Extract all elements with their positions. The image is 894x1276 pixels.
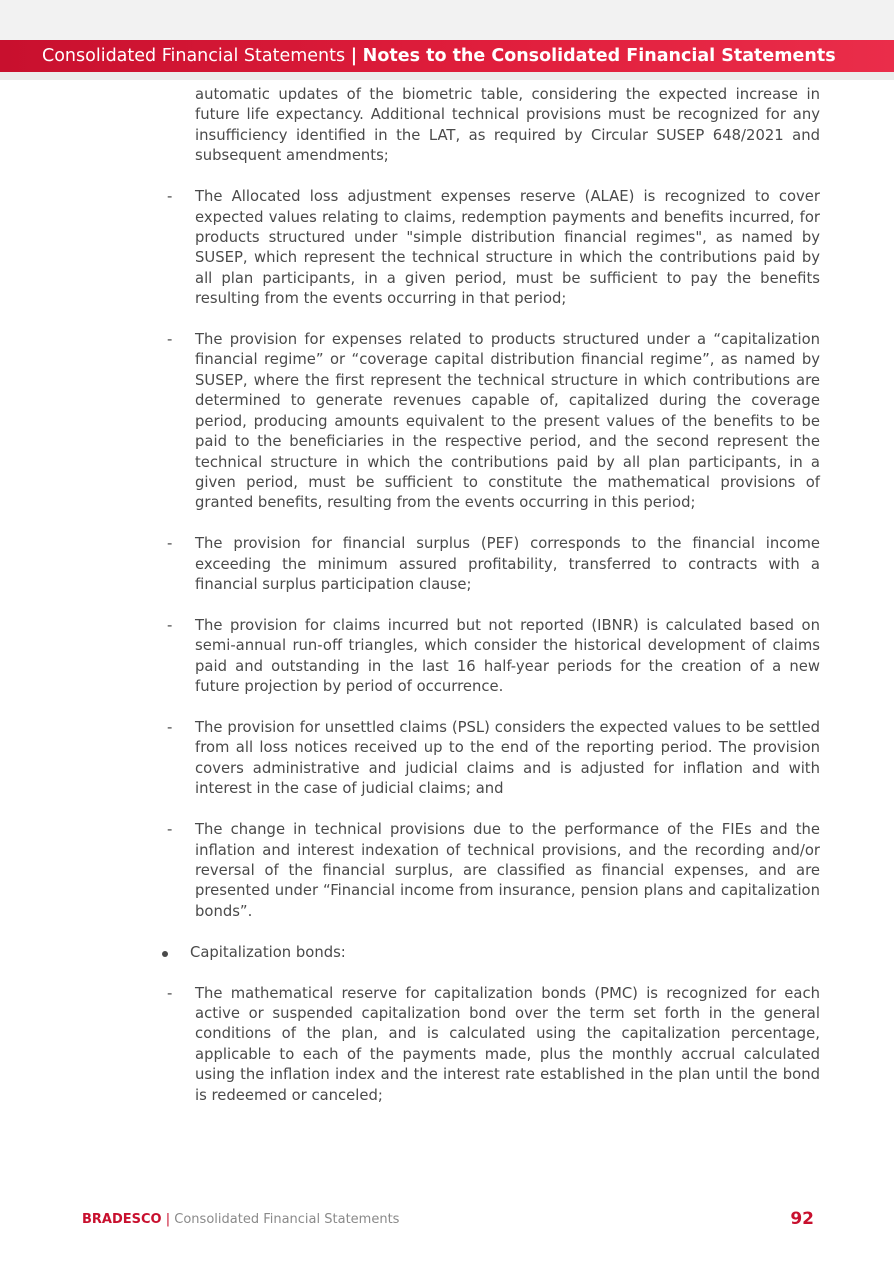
list-item	[160, 820, 820, 922]
list-item	[160, 718, 820, 800]
bullet-heading	[160, 943, 820, 963]
list-item-text: The provision for expenses related to products structured under a “capitalization financial regime” or “coverage capital distribution financial regime”, as named by SUSEP, where the first represent the technical structure in which contributions are determined to generate revenues capable of, capitalized during the coverage period, producing amounts equivalent to the present values of the benefits to be paid to the beneficiaries in the respective period, and the second represent the technical structure in which the contributions paid by all plan participants, in a given period, must be sufficient to constitute the mathematical provisions of granted benefits, resulting from the events occurring in this period;	[195, 331, 820, 512]
dash-marker: -	[167, 188, 173, 206]
header-section: Consolidated Financial Statements	[42, 46, 346, 66]
body-text	[160, 85, 820, 1106]
dash-marker: -	[167, 331, 173, 349]
bullet-dot-icon	[162, 951, 168, 957]
list-item-text: The Allocated loss adjustment expenses reserve (ALAE) is recognized to cover expected values relating to claims, redemption payments and benefits incurred, for products structured under "simple distribution financial regimes", as named by SUSEP, which represent the technical structure in which the contributions paid by all plan participants, in a given period, must be sufficient to pay the benefits resulting from the events occurring in that period;	[195, 188, 820, 308]
top-margin	[0, 0, 894, 40]
dash-marker: -	[167, 719, 173, 737]
page-number: 92	[790, 1209, 814, 1229]
bullet-heading-text: Capitalization bonds:	[190, 943, 346, 961]
list-item	[160, 616, 820, 698]
intro-continuation: automatic updates of the biometric table, considering the expected increase in future life expectancy. Additional technical provisions must be recognized for any insufficiency identified in the LAT, as required by Circular SUSEP 648/2021 and subsequent amendments;	[195, 86, 820, 165]
dash-marker: -	[167, 616, 173, 634]
footer-title	[82, 1212, 399, 1227]
footer-document-title: Consolidated Financial Statements	[174, 1212, 400, 1227]
list-item	[160, 534, 820, 595]
list-item-text: The provision for financial surplus (PEF) corresponds to the financial income exceeding the minimum assured profitability, transferred to contracts with a financial surplus participation clause;	[195, 535, 820, 594]
list-item-text: The mathematical reserve for capitalization bonds (PMC) is recognized for each active or suspended capitalization bond over the term set forth in the general conditions of the plan, and is calculated using the capitalization percentage, applicable to each of the payments made, plus the monthly accrual calculated using the inflation index and the interest rate established in the plan until the bond is redeemed or canceled;	[195, 984, 820, 1104]
dash-marker: -	[167, 535, 173, 553]
header-separator: |	[350, 46, 358, 66]
list-item-text: The provision for unsettled claims (PSL) considers the expected values to be settled from all loss notices received up to the end of the reporting period. The provision covers administrative and judicial claims and is adjusted for inflation and with interest in the case of judicial claims; and	[195, 719, 820, 798]
list-item	[160, 187, 820, 309]
list-item-text: The change in technical provisions due to the performance of the FIEs and the inflation and interest indexation of technical provisions, and the recording and/or reversal of the financial surplus, are classified as financial expenses, and are presented under “Financial income from insurance, pension plans and capitalization bonds”.	[195, 821, 820, 920]
header-shadow	[0, 72, 894, 80]
footer-separator: |	[165, 1212, 171, 1227]
dash-marker: -	[167, 984, 173, 1002]
list-item	[160, 330, 820, 514]
page-header	[0, 40, 894, 72]
dash-marker: -	[167, 821, 173, 839]
list-item-text: The provision for claims incurred but not reported (IBNR) is calculated based on semi-annual run-off triangles, which consider the historical development of claims paid and outstanding in the last 16 half-year periods for the creation of a new future projection by period of occurrence.	[195, 616, 820, 696]
footer-brand: BRADESCO	[82, 1212, 162, 1227]
header-subsection: Notes to the Consolidated Financial Statements	[362, 46, 836, 66]
list-item	[160, 984, 820, 1106]
